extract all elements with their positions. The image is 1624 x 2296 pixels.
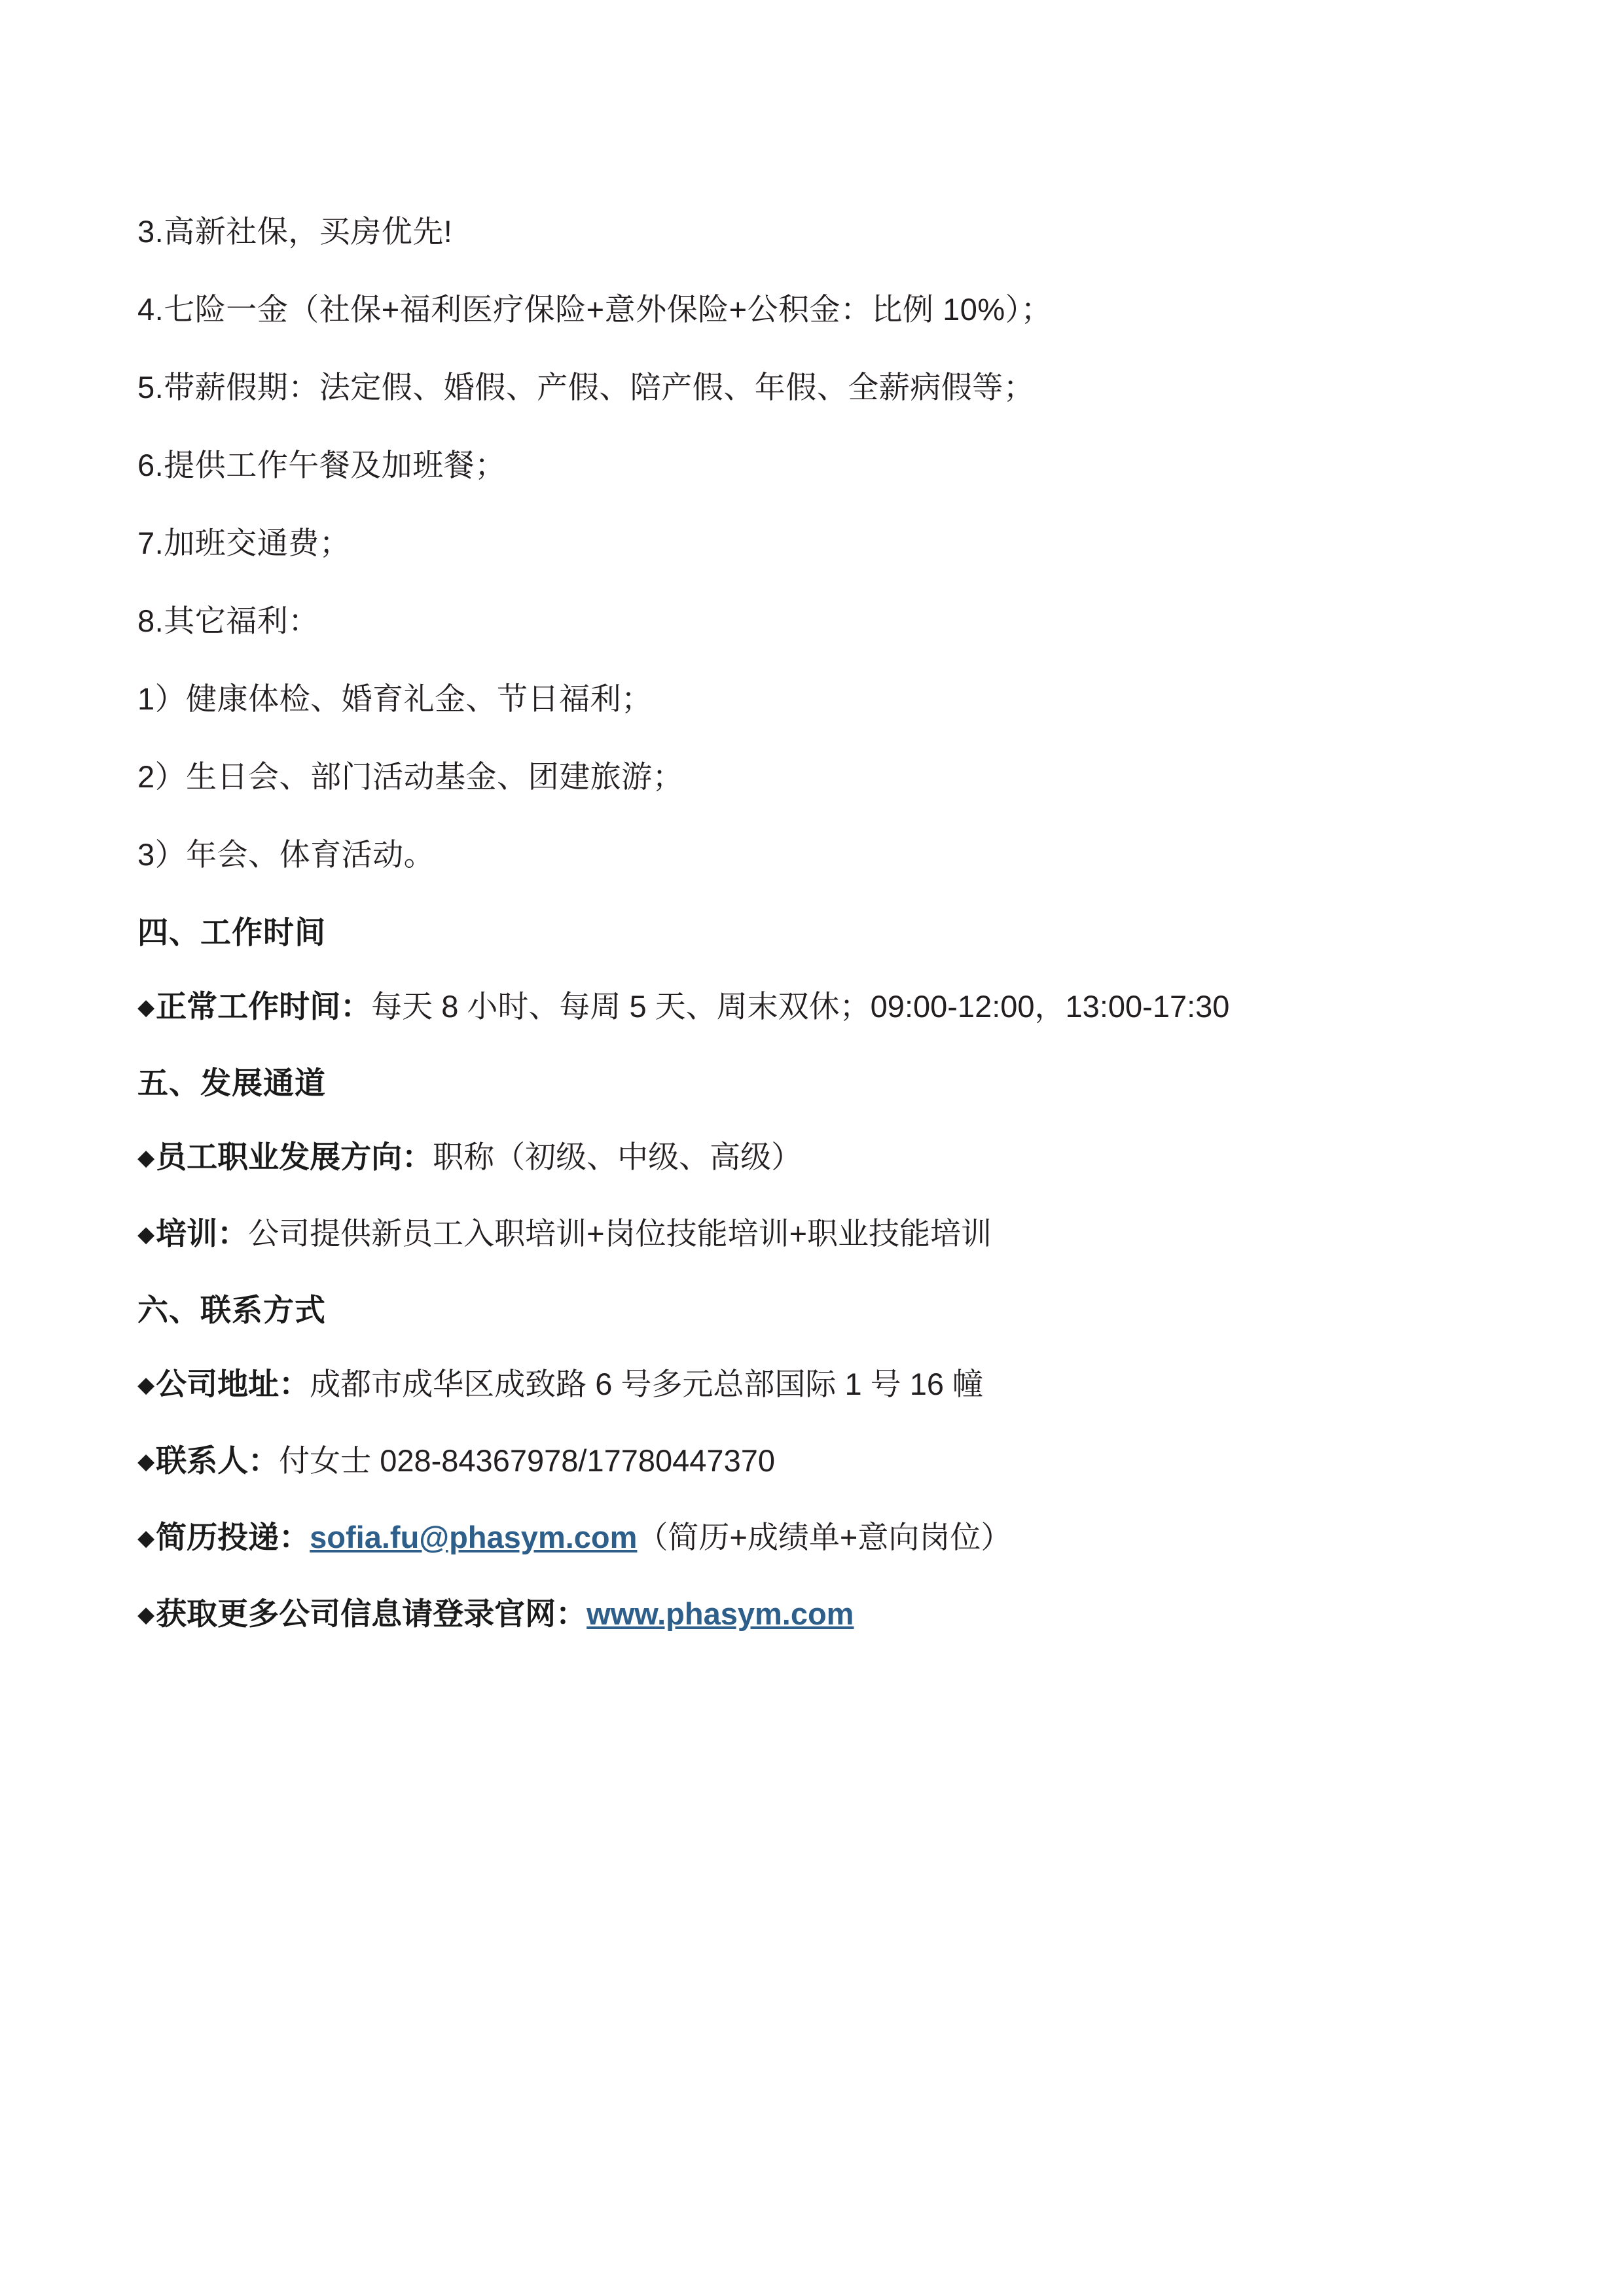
diamond-bullet-icon: ◆ [137,1145,155,1170]
development-direction-value: 职称（初级、中级、高级） [433,1139,803,1174]
benefit-item-8: 8.其它福利： [137,603,319,638]
other-benefit-item-1: 1）健康体检、婚育礼金、节日福利； [137,681,653,716]
benefit-item-3: 3.高新社保，买房优先! [137,214,453,249]
work-time-value: 每天 8 小时、每周 5 天、周末双休；09:00-12:00，13:00-17:30 [371,989,1230,1024]
work-time-row [137,991,1473,1022]
resume-submission-label: 简历投递： [156,1520,310,1554]
other-benefit-item-3: 3）年会、体育活动。 [137,837,435,872]
section-heading-contact: 六、联系方式 [137,1293,326,1327]
section-heading-development: 五、发展通道 [137,1066,326,1100]
training-row [137,1218,1473,1249]
diamond-bullet-icon: ◆ [137,1526,155,1551]
website-link[interactable]: www.phasym.com [586,1596,854,1631]
work-time-label: 正常工作时间： [156,989,372,1024]
resume-note: （简历+成绩单+意向岗位） [637,1520,1012,1554]
website-label: 获取更多公司信息请登录官网： [156,1596,587,1631]
training-label: 培训： [156,1216,249,1251]
company-address-value: 成都市成华区成致路 6 号多元总部国际 1 号 16 幢 [310,1367,984,1401]
resume-submission-row [137,1522,1473,1552]
diamond-bullet-icon: ◆ [137,1222,155,1247]
contact-person-row [137,1445,1473,1476]
section-heading-work-time: 四、工作时间 [137,915,326,950]
document-body [137,216,1473,1629]
contact-person-label: 联系人： [156,1443,280,1478]
diamond-bullet-icon: ◆ [137,1602,155,1627]
company-address-row [137,1369,1473,1399]
benefit-item-4: 4.七险一金（社保+福利医疗保险+意外保险+公积金：比例 10%）； [137,292,1053,327]
benefit-item-5: 5.带薪假期：法定假、婚假、产假、陪产假、年假、全薪病假等； [137,370,1035,404]
development-direction-label: 员工职业发展方向： [156,1139,433,1174]
benefit-item-6: 6.提供工作午餐及加班餐； [137,448,506,482]
diamond-bullet-icon: ◆ [137,1449,155,1474]
resume-email-link[interactable]: sofia.fu@phasym.com [310,1520,638,1554]
training-value: 公司提供新员工入职培训+岗位技能培训+职业技能培训 [248,1216,992,1251]
development-direction-row [137,1141,1473,1172]
other-benefit-item-2: 2）生日会、部门活动基金、团建旅游； [137,759,684,794]
benefit-item-7: 7.加班交通费； [137,526,351,560]
contact-person-value: 付女士 028-84367978/17780447370 [279,1443,775,1478]
diamond-bullet-icon: ◆ [137,1372,155,1397]
website-row [137,1598,1473,1629]
company-address-label: 公司地址： [156,1367,310,1401]
diamond-bullet-icon: ◆ [137,995,155,1020]
